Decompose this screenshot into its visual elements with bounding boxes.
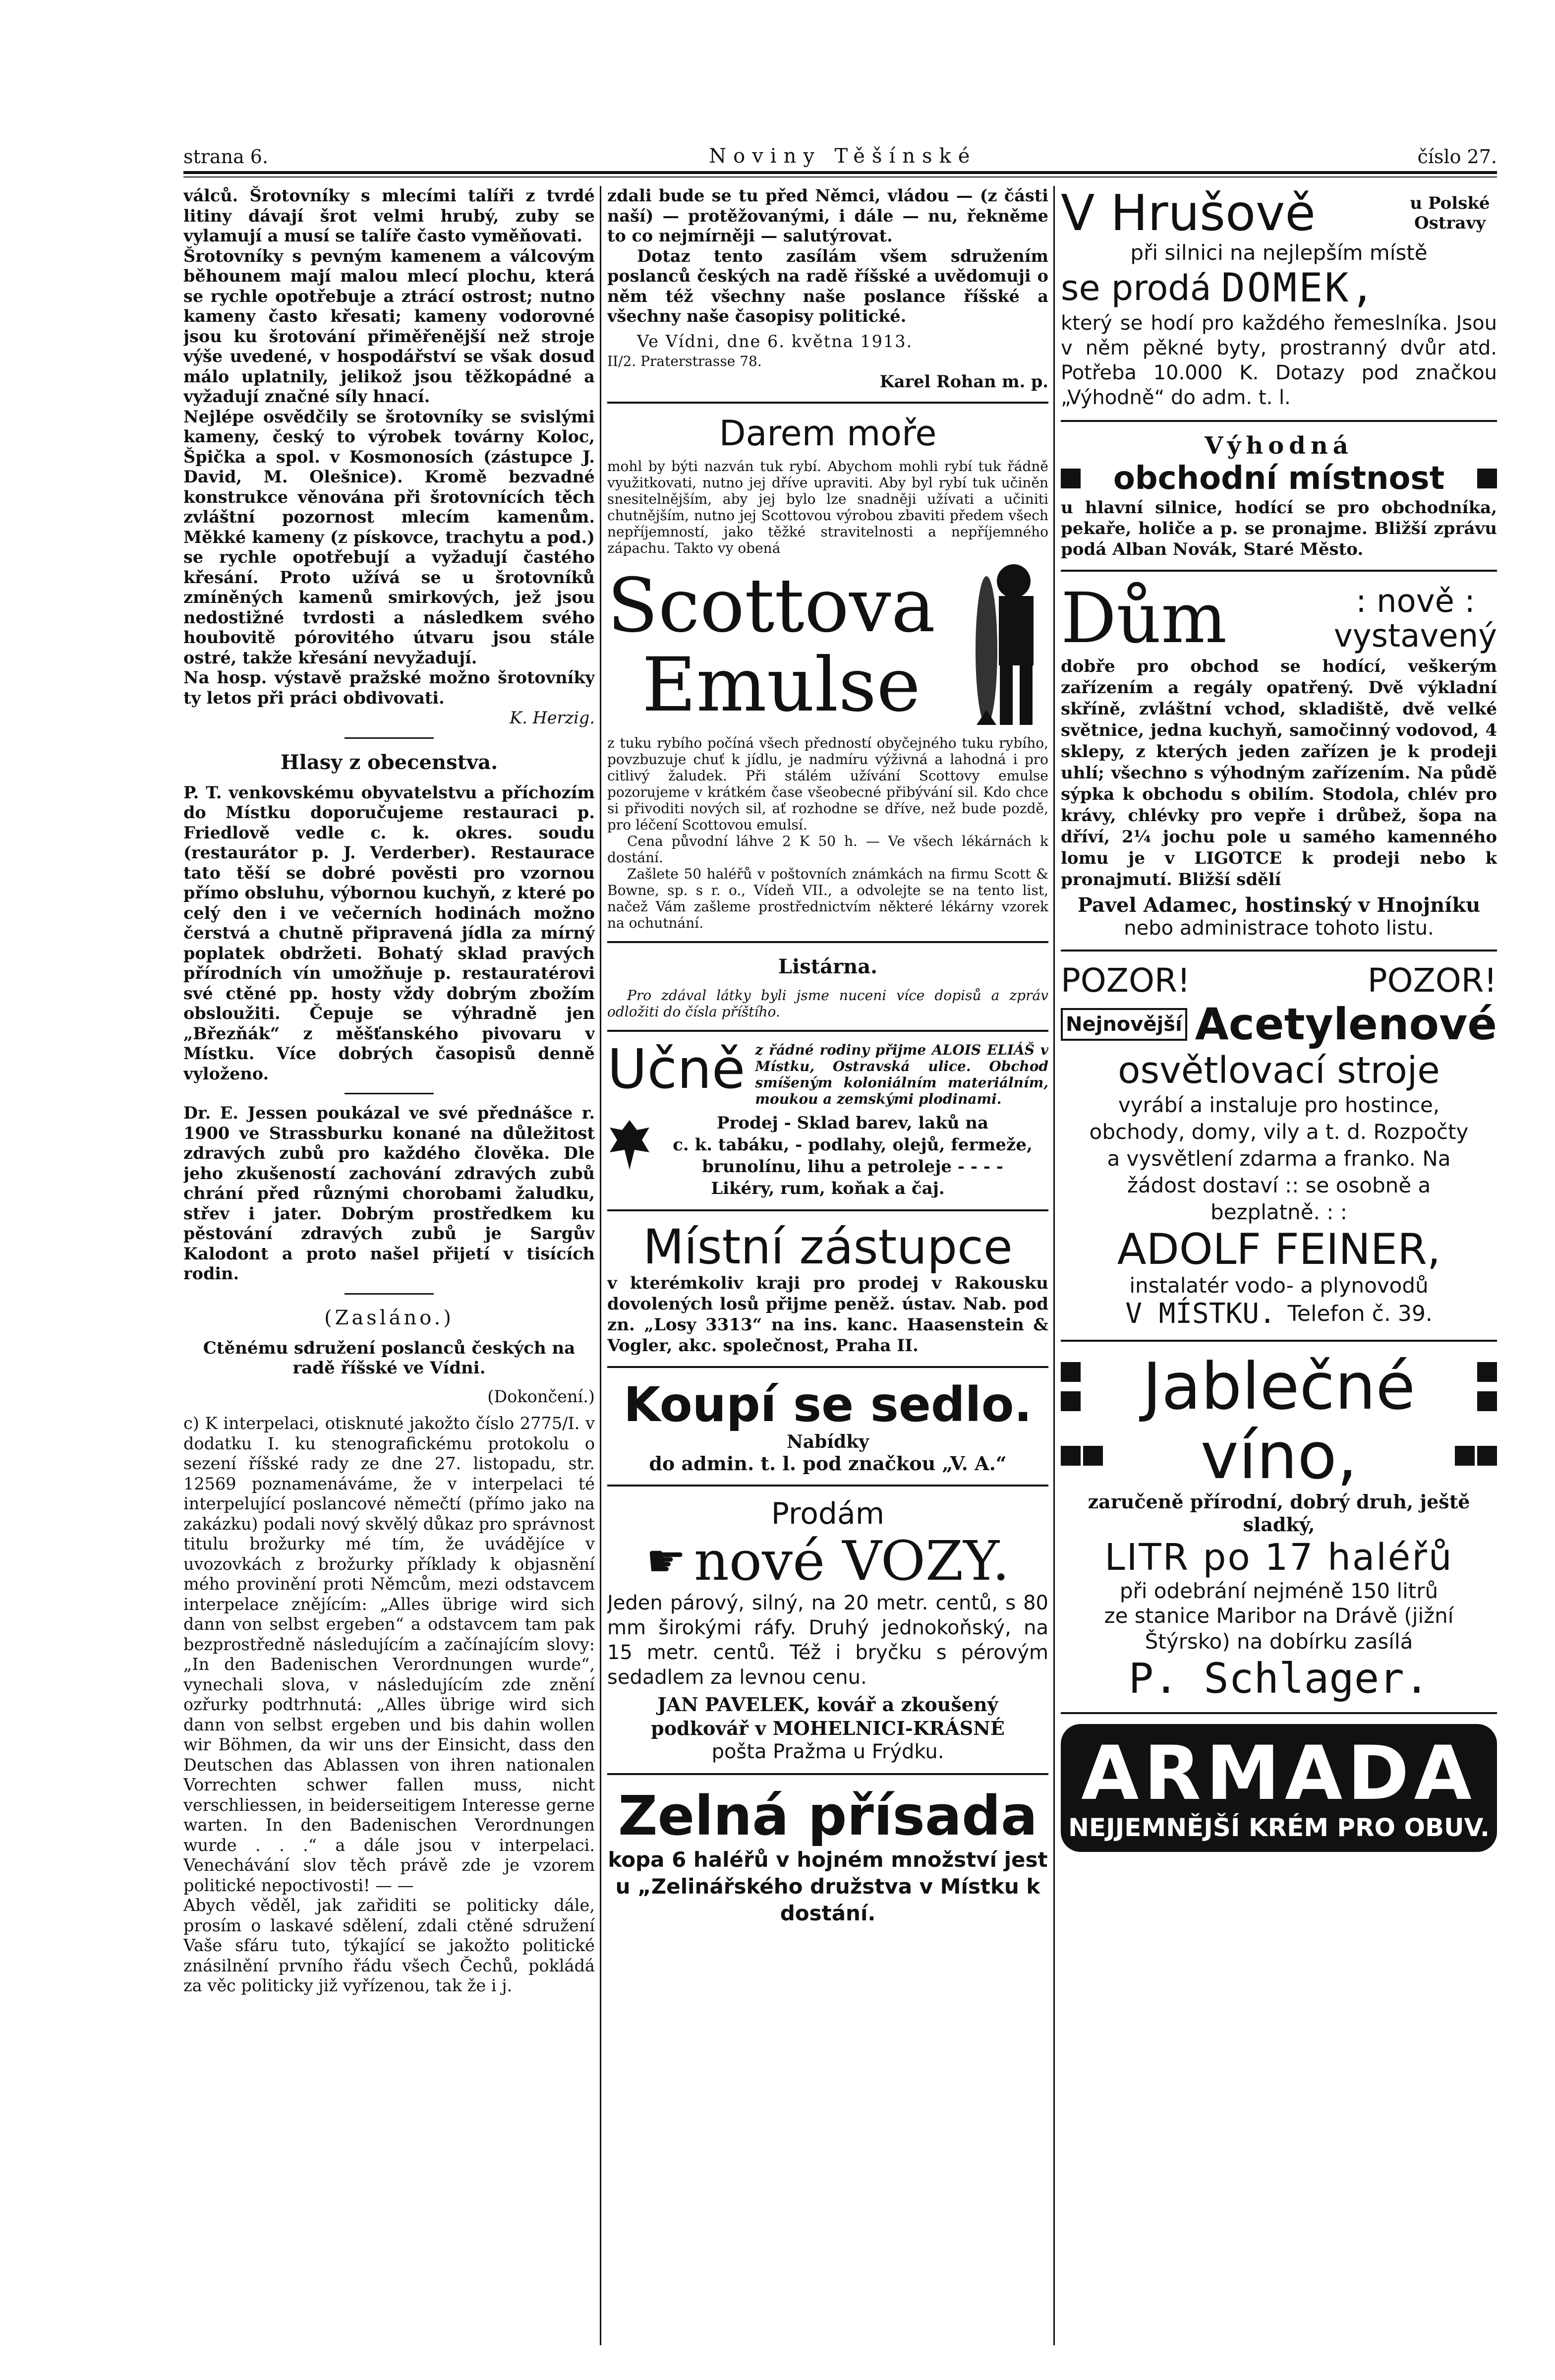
ad-text: v kterémkoliv kraji pro prodej v Rakousku dovolených losů přijme peněž. ústav. Nab. pod zn. „Losy 3313“ na ins. kanc. Haasenstein & Vogler, akc. společnost, Praha II. [607,1273,1048,1356]
ad-title: víno, [1200,1418,1358,1493]
section-heading: Hlasy z obecenstva. [280,750,498,774]
ad-line: Prodej - Sklad barev, laků na [716,1113,989,1133]
ad-text: mohl by býti nazván tuk rybí. Abychom mohli rybí tuk řádně využitkovati, nutno jej dříve upraviti. Aby byl rybí tuk učiněn snesitelnějším, aby jej bylo lze snadněji užívati a učiniti chutnějším, nutno jej Scottovou výrobou zbaviti předem všech nepříjemností, jako těžké stravitelnosti a nepříjemného zápachu. Takto vy obená [607,458,1048,556]
ad-text: Jeden párový, silný, na 20 metr. centů, s 80 mm širokými ráfy. Druhý jednokoňský, na 15 metr. centů. Též i bryčku s pérovým sedadlem za levnou cenu. [607,1592,1048,1689]
square-bullet-icon [1455,1446,1475,1466]
ad-title: LITR po 17 haléřů [1104,1536,1453,1579]
ad-title: P. Schlager. [1128,1654,1430,1703]
square-bullet-icon [1061,1391,1081,1411]
divider [1061,950,1497,952]
divider [345,1093,434,1094]
ad-title: DOMEK, [1221,265,1377,311]
article-text: Nejlépe osvědčily se šrotovníky se svislými kameny, český to výrobek továrny Koloc, Špička a spol. v Kosmonosích (zástupce J. David, M. Olešnice). Kromě bezvadné konstrukce věnována při šrotovnících těch zvláštní pozornost mlecím kamenům. Měkké kameny (z pískovce, trachytu a pod.) se rychle opotřebují a vyžadují častého křesání. Proto užívá se u šrotovníků zmíněných kamenů smirkových, jež jsou nedostižné tvrdosti a následkem svého houbovitě pórovitého útvaru jsou stále ostré, takže křesání nevyžadují. [183,407,595,667]
ad-line: vystavený [1333,618,1497,654]
ad-text: z tuku rybího počíná všech předností obyčejného tuku rybího, povzbuzuje chuť k jídlu, je nadmíru výživná a lahodná i pro citlivý žaludek. Při stálém užívání Scottovy emulse pozorujeme v krátkém čase všeobecné přibývání sil. Kdo chce si přivoditi nových sil, ať rozhodne se dříve, než bude pozdě, pro léčení Scottovou emulsí. [607,735,1048,833]
ad-line: Likéry, rum, koňak a čaj. [711,1179,945,1198]
author-signature: K. Herzig. [510,708,595,727]
armada-brand: ARMADA [1081,1730,1477,1817]
ad-title: Dům [1061,578,1227,659]
ad-line: nebo administrace tohoto listu. [1124,917,1434,940]
column-3 [1061,186,1497,2348]
ad-text: vyrábí a instaluje pro hostince, obchody, domy, vily a t. d. Rozpočty a vysvětlení zdarma a franko. Na žádost dostaví :: se osobně a bezplatně. : : [1089,1093,1469,1224]
column-2 [607,186,1048,2348]
divider [607,402,1048,404]
divider [1061,1340,1497,1342]
ad-text: z řádné rodiny přijme ALOIS ELIÁŠ v Místku, Ostravská ulice. Obchod smíšeným koloniálním materiálním, moukou a zemskými plodinami. [755,1042,1048,1107]
ad-line: POZOR! [1367,961,1497,1000]
letter-date: Ve Vídni, dne 6. května 1913. [637,331,913,351]
ad-line: při silnici na nejlepším místě [1130,240,1428,265]
letter-signature: Karel Rohan m. p. [879,371,1048,391]
ad-line: při odebrání nejméně 150 litrů [1119,1579,1439,1603]
ad-line: Výhodná [1205,432,1353,460]
divider [607,1030,1048,1032]
ad-line: pošta Pražma u Frýdku. [711,1740,944,1763]
square-bullet-icon [1083,1446,1103,1466]
ad-line: POZOR! [1061,961,1191,1000]
divider [607,1209,1048,1211]
continued-note: (Dokončení.) [487,1386,595,1406]
ad-title: Místní zástupce [643,1219,1013,1275]
ad-text: který se hodí pro každého řemeslníka. Jsou v něm pěkné byty, prostranný dvůr atd. Potřeba 10.000 K. Dotazy pod značkou „Výhodně“ do adm. t. l. [1061,312,1497,409]
square-bullet-icon [1477,1391,1497,1411]
divider [607,1485,1048,1487]
article-text: Na hosp. výstavě pražské možno šrotovníky ty letos při práci obdivovati. [183,668,595,708]
page-header [183,133,1497,168]
header-rule-thin [183,177,1497,178]
column-divider-2 [1053,186,1055,2345]
ad-title: Zelná přísada [618,1784,1038,1847]
letter-address: II/2. Praterstrasse 78. [607,353,762,369]
newspaper-title: Noviny Těšínské [709,145,977,168]
eagle-emblem-icon [607,1118,652,1172]
ad-title: Darem moře [719,413,937,454]
square-bullet-icon [1061,1362,1081,1382]
ad-title: Jablečné [1142,1349,1416,1424]
ad-title: osvětlovací stroje [1118,1049,1440,1092]
article-text: Šrotovníky s pevným kamenem a válcovým běhounem mají malou mlecí plochu, která se rychle opotřebuje a ztrácí ostrost; nutno kameny často křesati; kameny vodorovné jsou ku šrotování přiměřenější než stroje výše uvedené, v hospodářství se však dosud málo uplatnily, jelikož jsou těžkopádné a vyžadují značné síly hnací. [183,246,595,406]
ad-line: V MÍSTKU. [1125,1298,1276,1330]
ad-title: Učně [607,1037,746,1101]
ad-line: instalatér vodo- a plynovodů [1129,1273,1429,1298]
divider [1061,1712,1497,1714]
column-divider-1 [600,186,601,2345]
emulse-brand: Emulse [642,642,921,728]
armada-slogan: NEJJEMNĚJŠÍ KRÉM PRO OBUV. [1068,1813,1490,1842]
article-text: P. T. venkovskému obyvatelstvu a příchozím do Místku doporučujeme restauraci p. Friedlově vedle c. k. okres. soudu (restaurátor p. J. Verderber). Restaurace tato těší se dobré pověsti pro vzornou přímo obsluhu, výbornou kuchyň, z které po celý den i ve večerních hodinách možno čerstvá a chutně připravená jídla za mírný poplatek obdržeti. Bohatý sklad pravých přírodních vín umožňuje p. restauratérovi své ctěné pp. hosty vždy dobrým zbožím obsloužiti. Čepuje se výhradně jen „Březňák“ z měšťanského pivovaru v Místku. Více dobrých časopisů denně vyloženo. [183,782,595,1083]
letter-heading: Ctěnému sdružení poslanců českých na radě říšské ve Vídni. [203,1338,576,1378]
article-text: zdali bude se tu před Němci, vládou — (z části naší) — protěžovanými, i dále — nu, řekněme to co nejmírněji — salutýrovat. [607,186,1048,245]
divider [1061,420,1497,422]
article-text: Dotaz tento zasílám všem sdružením poslanců českých na radě říšské a uvědomuji o něm též všechny naše poslance říšské a všechny naše časopisy politické. [607,246,1048,326]
square-bullet-icon [1477,469,1497,488]
column-1 [183,186,595,2348]
apprentice-ad [607,1037,1048,1107]
fisherman-with-fish-icon [964,561,1048,730]
article-text: válců. Šrotovníky s mlecími talíři z tvrdé litiny dávají šrot velmi hrubý, zuby se vylamují a musí se talíře často vyměňovati. [183,186,595,245]
square-bullet-icon [1061,469,1081,488]
divider [345,1293,434,1295]
article-text: c) K interpelaci, otisknuté jakožto číslo 2775/I. v dodatku I. ku stenografickému protokolu o sezení říšské rady ze dne 27. listopadu, str. 12569 poznamenáváme, že v interpelaci té interpelující poslancové němečtí (přímo jako na zakázku) podali nový skvělý důkaz pro správnost titulu brožurky mé tím, že uvádějíce v uvozovkách z brožurky příklady k objasnění mého provinění proti Němcům, mezi odstavcem interpelace znějícím: „Alles übrige wird sich dann von selbst ergeben“ a odstavcem tam pak bezprostředně následujícím a začínajícím slovy: „In den Badenischen Verordnungen wurde“, vynechali slova, v následujícím zde znění ozřurky podtrhnutá: „Alles übrige wird sich dann von selbst ergeben und bis dahin wollen wir Böhmen, da wir uns der Einsicht, dass den Deutschen das Ablassen von ihren nationalen Vorrechten schwer fallen muss, nicht verschliessen, in beiderseitigem Interesse gerne warten. In den Badenischen Verordnungen wurde . . .“ a dále jsou v interpelaci. Venechávání slov těch právě zde je vzorem politické nepoctivosti! — — [183,1414,595,1895]
section-heading: (Zasláno.) [324,1306,454,1329]
divider [607,941,1048,943]
ad-title: ADOLF FEINER, [1117,1225,1441,1274]
ad-text: dobře pro obchod se hodící, veškerým zařízením a regály opatřený. Dvě výkladní skříně, zvláštní vchod, skladiště, dvě velké světnice, jedna kuchyň, samočinný vodovod, 4 sklepy, z kterých jeden zařízen je k prodeji uhlí; všechno s výhodným zařízením. Na půdě sýpka k obchodu s obilím. Stodola, chlév pro krávy, chlévky pro vepře i drůbež, šopa na dříví, 2¼ jochu pole u samého kamenného lomu je v LIGOTCE k prodeji nebo k pronajmutí. Bližší sdělí [1061,656,1497,890]
article-text: Dr. E. Jessen poukázal ve své přednášce r. 1900 ve Strassburku konané na důležitost zdravých zubů pro každého člověka. Dle jeho zkušeností zachování zdravých zubů chrání před různými chorobami žaludku, střev i jater. Dobrým prostředkem ku pěstování zdravých zubů je Sargův Kalodont a proto našel přijetí v tisících rodin. [183,1103,595,1283]
ad-title: obchodní místnost [1113,460,1445,497]
ad-price: Cena původní láhve 2 K 50 h. — Ve všech lékárnách k dostání. [607,833,1048,866]
header-rule [183,171,1497,174]
issue-number: číslo 27. [1417,146,1497,168]
ad-line: : nově : [1356,583,1475,620]
square-bullet-icon [1477,1362,1497,1382]
hrusov-ad-header [1061,186,1497,240]
armada-logo [1061,1724,1497,1852]
section-heading: Listárna. [778,955,878,978]
divider [345,737,434,739]
ad-line: Nabídky [786,1431,869,1452]
ad-title: Acetylenové [1195,999,1497,1050]
listarna-text: Pro zdával látky byli jsme nuceni více dopisů a zpráv odložiti do čísla příštího. [607,987,1048,1020]
scott-emulse-ad [607,414,1048,931]
ad-text: kopa 6 haléřů v hojném množství jest u „Zelinářského družstva v Místku k dostání. [608,1847,1048,1925]
scott-brand: Scottova [607,563,936,649]
ad-title: nové VOZY. [693,1529,1010,1593]
pointing-hand-icon: ☛ [646,1535,686,1587]
divider [607,1773,1048,1775]
ad-line: Pavel Adamec, hostinský v Hnojníku [1077,893,1481,917]
ad-line: Telefon č. 39. [1287,1301,1433,1326]
ad-line: JAN PAVELEK, kovář a zkoušený podkovář v MOHELNICI-KRÁSNÉ [651,1693,1005,1739]
ad-line: c. k. tabáku, - podlahy, olejů, fermeže, [673,1135,1033,1155]
ad-title: V Hrušově [1061,186,1316,242]
ad-line: se prodá [1061,267,1211,308]
divider [607,1366,1048,1368]
ad-line: u Polské Ostravy [1410,193,1490,233]
page-number: strana 6. [183,146,269,168]
ad-text: Zašlete 50 haléřů v poštovních známkách na firmu Scott & Bowne, sp. s r. o., Vídeň VII., a odvolejte se na tento list, načež Vám zašleme prostřednictvím některé lékárny vzorek na ochutnání. [607,866,1048,931]
article-text: Abych věděl, jak zařiditi se politicky dále, prosím o laskavé sdělení, zdali ctěné sdružení Vaše sfáru tuto, týkající se jakožto politické znásilnění prvního řádu všech Čechů, pokládá za věc politicky již vyřízenou, tak že i j. [183,1896,595,1995]
ad-title: Prodám [771,1496,885,1531]
ad-line: Nejnovější [1061,1008,1187,1041]
ad-line: zaručeně přírodní, dobrý druh, ještě sladký, [1088,1490,1470,1536]
ad-line: do admin. t. l. pod značkou „V. A.“ [649,1452,1007,1475]
ad-line: brunolínu, lihu a petroleje - - - - [702,1157,1003,1177]
ad-text: u hlavní silnice, hodící se pro obchodníka, pekaře, holiče a p. se pronajme. Bližší zprávu podá Alban Novák, Staré Město. [1061,498,1497,559]
ad-title: Koupí se sedlo. [623,1377,1032,1432]
square-bullet-icon [1061,1446,1081,1466]
divider [1061,570,1497,572]
square-bullet-icon [1477,1446,1497,1466]
ad-text: ze stanice Maribor na Drávě (jižní Štýrsko) na dobírku zasílá [1104,1604,1454,1654]
